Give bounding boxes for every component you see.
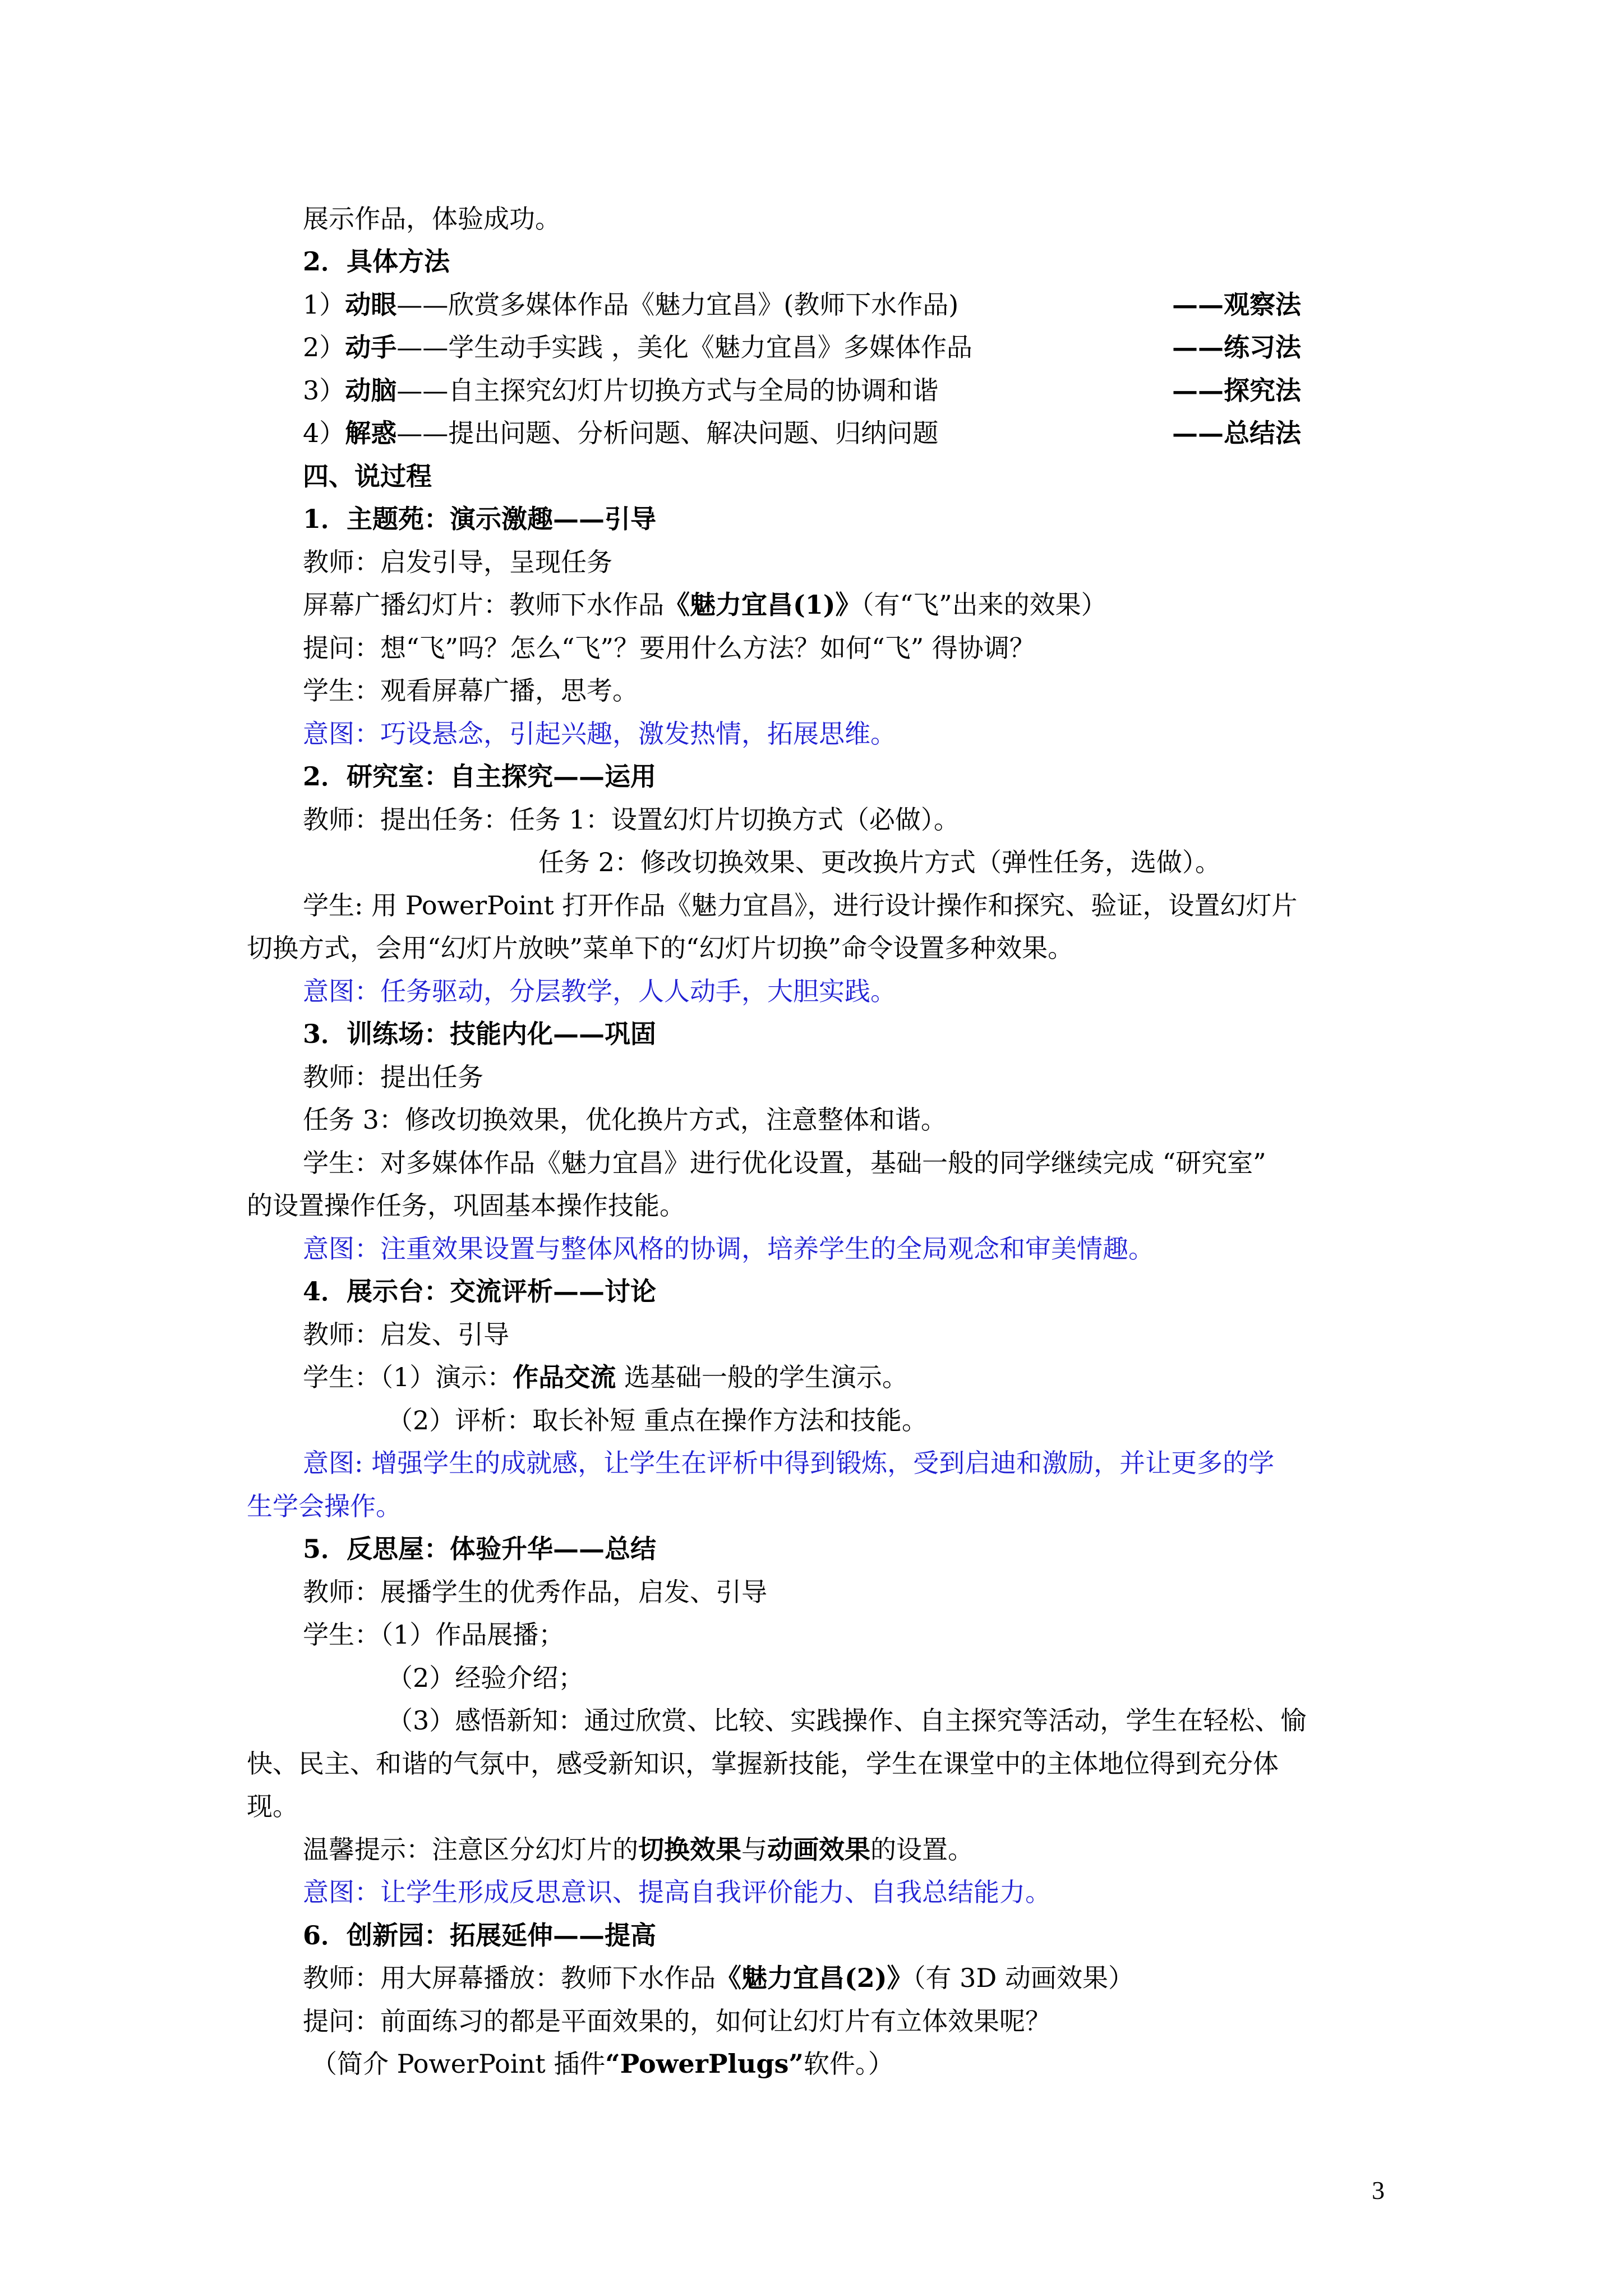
student-line: 学生：（1）作品展播； <box>303 1619 565 1650</box>
student-line: 学生：对多媒体作品《魅力宜昌》进行优化设置，基础一般的同学继续完成 “研究室” <box>303 1148 1266 1178</box>
student-line: （2）经验介绍； <box>387 1663 584 1693</box>
intent-line: 生学会操作。 <box>247 1491 402 1521</box>
question-line: 提问：前面练习的都是平面效果的，如何让幻灯片有立体效果呢？ <box>303 2006 1051 2036</box>
page-number: 3 <box>1372 2176 1385 2205</box>
method-item: 1）动眼——欣赏多媒体作品《魅力宜昌》(教师下水作品) ——观察法 <box>303 289 1301 320</box>
method-item: 3）动脑——自主探究幻灯片切换方式与全局的协调和谐 ——探究法 <box>303 375 1301 406</box>
student-line: 的设置操作任务，巩固基本操作技能。 <box>247 1190 685 1221</box>
question-line: 提问：想“飞”吗？怎么“飞”？要用什么方法？如何“飞” 得协调？ <box>303 633 1035 663</box>
intro-line: 展示作品，体验成功。 <box>303 204 561 234</box>
teacher-line: 教师：启发引导，呈现任务 <box>303 547 612 577</box>
tip-line: 温馨提示：注意区分幻灯片的切换效果与动画效果的设置。 <box>303 1834 974 1865</box>
method-item: 2）动手——学生动手实践 ，美化《魅力宜昌》多媒体作品 ——练习法 <box>303 332 1301 362</box>
intent-line: 意图：让学生形成反思意识、提高自我评价能力、自我总结能力。 <box>303 1877 1051 1907</box>
teacher-line: 教师：用大屏幕播放：教师下水作品《魅力宜昌(2)》（有 3D 动画效果） <box>303 1963 1134 1993</box>
subsection-heading: 2．研究室：自主探究——运用 <box>303 761 657 792</box>
subsection-heading: 3．训练场：技能内化——巩固 <box>303 1019 657 1049</box>
subsection-heading: 1．主题苑：演示激趣——引导 <box>303 504 657 534</box>
student-line: （3）感悟新知：通过欣赏、比较、实践操作、自主探究等活动，学生在轻松、愉 <box>387 1705 1307 1736</box>
student-line: 学生：（1）演示：作品交流 选基础一般的学生演示。 <box>303 1362 908 1392</box>
teacher-line: 教师：提出任务 <box>303 1062 483 1092</box>
subsection-heading: 6．创新园：拓展延伸——提高 <box>303 1920 657 1950</box>
intent-line: 意图：巧设悬念，引起兴趣，激发热情，拓展思维。 <box>303 719 896 749</box>
intent-line: 意图：注重效果设置与整体风格的协调，培养学生的全局观念和审美情趣。 <box>303 1234 1154 1264</box>
teacher-line: 教师：启发、引导 <box>303 1319 509 1350</box>
task-line: 任务 3：修改切换效果，优化换片方式，注意整体和谐。 <box>303 1105 947 1135</box>
teacher-task-line: 教师：提出任务：任务 1：设置幻灯片切换方式（必做）。 <box>303 804 960 835</box>
broadcast-line: 屏幕广播幻灯片：教师下水作品《魅力宜昌(1)》（有“飞”出来的效果） <box>303 590 1107 620</box>
student-line: 现。 <box>247 1791 298 1821</box>
subsection-heading: 4．展示台：交流评析——讨论 <box>303 1276 657 1306</box>
subsection-heading: 5．反思屋：体验升华——总结 <box>303 1534 657 1564</box>
student-line: （2）评析：取长补短 重点在操作方法和技能。 <box>387 1405 928 1435</box>
student-line: 学生：观看屏幕广播，思考。 <box>303 675 638 706</box>
intent-line: 意图：任务驱动，分层教学，人人动手，大胆实践。 <box>303 976 896 1006</box>
note-line: （简介 PowerPoint 插件“PowerPlugs”软件。） <box>311 2049 894 2079</box>
methods-heading: 2．具体方法 <box>303 246 450 277</box>
teacher-line: 教师：展播学生的优秀作品，启发、引导 <box>303 1577 767 1607</box>
section-heading: 四、说过程 <box>303 461 432 491</box>
student-line: 学生: 用 PowerPoint 打开作品《魅力宜昌》，进行设计操作和探究、验证，设置幻灯片 <box>303 890 1298 921</box>
teacher-task-line: 任务 2：修改切换效果、更改换片方式（弹性任务，选做）。 <box>538 847 1221 877</box>
method-item: 4）解惑——提出问题、分析问题、解决问题、归纳问题 ——总结法 <box>303 418 1301 448</box>
intent-line: 意图: 增强学生的成就感，让学生在评析中得到锻炼，受到启迪和激励，并让更多的学 <box>303 1448 1275 1478</box>
student-line: 切换方式，会用“幻灯片放映”菜单下的“幻灯片切换”命令设置多种效果。 <box>247 933 1074 963</box>
student-line: 快、民主、和谐的气氛中，感受新知识，掌握新技能，学生在课堂中的主体地位得到充分体 <box>247 1749 1279 1779</box>
